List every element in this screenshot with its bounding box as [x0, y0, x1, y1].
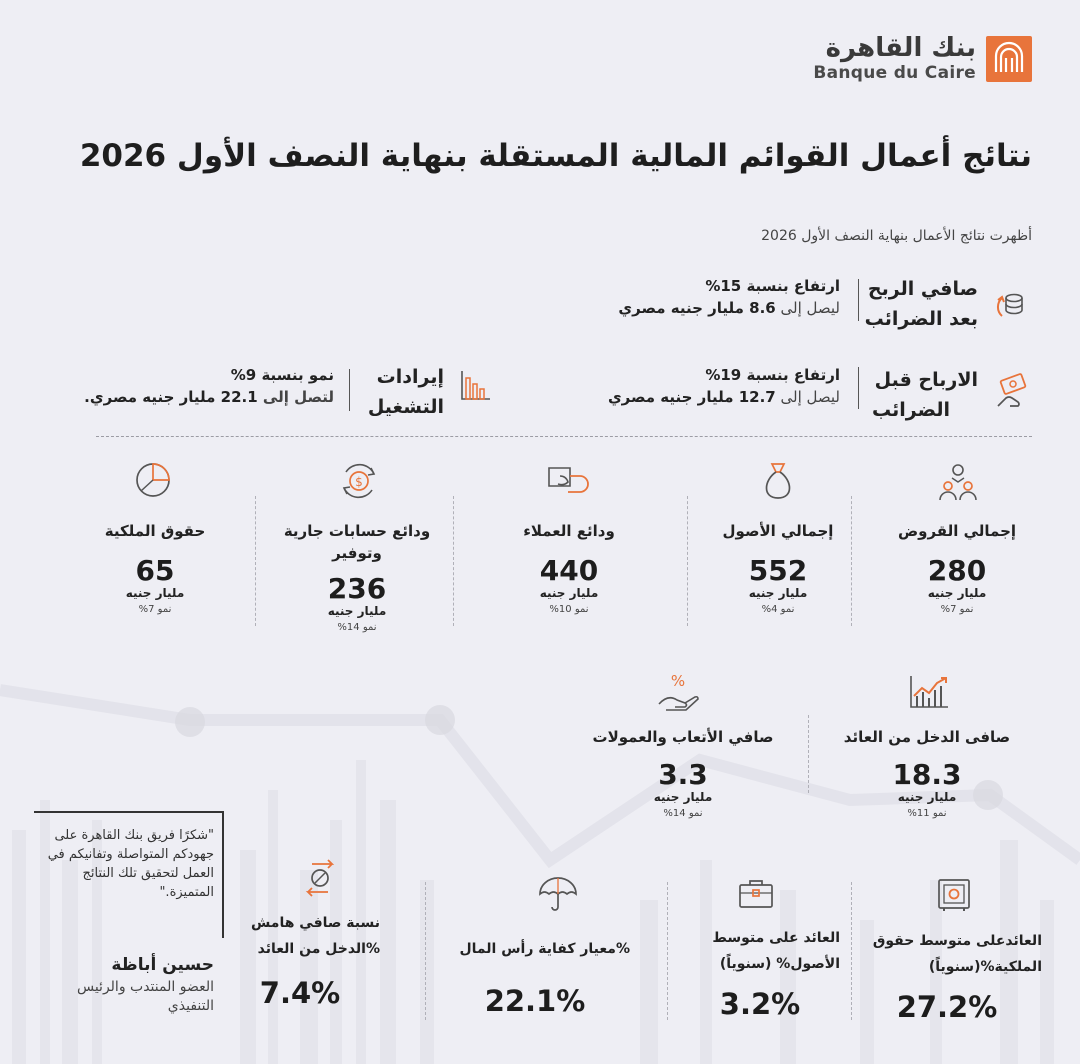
highlight-pretax-label: الارباح قبل الضرائب: [872, 369, 978, 421]
metric-total-loans: إجمالي القروض 280 مليار جنيه نمو 7%: [897, 522, 1017, 615]
divider: [858, 367, 859, 409]
highlight-revenue-value: نمو بنسبة 9% لتصل إلى 22.1 مليار جنيه مصري.: [84, 366, 334, 406]
svg-text:$: $: [355, 475, 363, 489]
divider: [255, 496, 256, 626]
metric-equity: حقوق الملكية 65 مليار جنيه نمو 7%: [104, 522, 206, 615]
ratio-nim: نسبة صافي هامش %الدخل من العائد 7.4%: [251, 915, 380, 1010]
page-title: نتائج أعمال القوائم المالية المستقلة بنهاية النصف الأول 2026: [79, 138, 1032, 174]
briefcase-icon: [738, 877, 774, 913]
ceo-title: العضو المنتدب والرئيس التنفيذي: [76, 979, 214, 1014]
svg-text:%: %: [670, 672, 686, 690]
people-money-icon: [936, 462, 980, 506]
divider: [453, 496, 454, 626]
highlight-revenue-label: إيرادات التشغيل: [367, 366, 444, 418]
dollar-cycle-icon: [338, 460, 380, 506]
highlight-pretax-value: ارتفاع بنسبة 19% ليصل إلى 12.7 مليار جنيه مصري: [607, 366, 840, 406]
metric-customer-deposits: ودائع العملاء 440 مليار جنيه نمو 10%: [523, 522, 615, 615]
deposit-hand-icon: [546, 464, 592, 504]
ratio-roa: العائد على متوسط الأصول% (سنوياً) 3.2%: [712, 930, 840, 1021]
pie-chart-icon: [133, 460, 173, 504]
logo-mark-icon: [986, 36, 1032, 82]
logo-arabic-name: بنك القاهرة: [825, 33, 976, 63]
section-divider: [96, 436, 1032, 437]
ceo-name: حسين أباظة: [111, 955, 214, 975]
line-chart-icon: [908, 674, 950, 714]
bar-growth-icon: [458, 368, 492, 406]
metric-current-savings-deposits: ودائع حسابات جارية وتوفير 236 مليار جنيه نمو 14%: [283, 522, 431, 633]
metric-total-assets: إجمالي الأصول 552 مليار جنيه نمو 4%: [722, 522, 834, 615]
divider: [667, 882, 668, 1020]
umbrella-icon: [538, 874, 578, 918]
coins-growth-icon: [992, 286, 1030, 328]
divider: [687, 496, 688, 626]
highlight-net-profit-value: ارتفاع بنسبة 15% ليصل إلى 8.6 مليار جنيه مصري: [618, 277, 840, 317]
safe-icon: [936, 877, 972, 917]
percent-hand-icon: [656, 670, 700, 716]
ratio-roe: العائدعلى متوسط حقوق الملكية%(سنوياً) 27.2%: [872, 933, 1042, 1024]
divider: [349, 369, 350, 411]
bank-logo: [813, 34, 1032, 84]
metric-net-interest-income: صافى الدخل من العائد 18.3 مليار جنيه نمو 11%: [843, 728, 1011, 819]
divider: [808, 715, 809, 793]
divider: [425, 882, 426, 1020]
logo-english-name: Banque du Caire: [813, 63, 976, 83]
exchange-coin-icon: [298, 858, 342, 902]
divider: [858, 279, 859, 321]
highlight-net-profit-label: صافي الربح بعد الضرائب: [864, 278, 978, 330]
ceo-quote: "شكرًا فريق بنك القاهرة على جهودكم المتواصلة وتفانيكم في العمل لتحقيق تلك النتائج المتميزة.": [47, 828, 214, 900]
money-bag-icon: [758, 460, 798, 506]
ratio-car: %معيار كفاية رأس المال 22.1%: [459, 941, 630, 1018]
cash-hand-icon: [992, 372, 1032, 416]
metric-net-fees-commissions: صافي الأتعاب والعمولات 3.3 مليار جنيه نمو 14%: [592, 728, 774, 819]
page-subtitle: أظهرت نتائج الأعمال بنهاية النصف الأول 2026: [761, 228, 1032, 244]
